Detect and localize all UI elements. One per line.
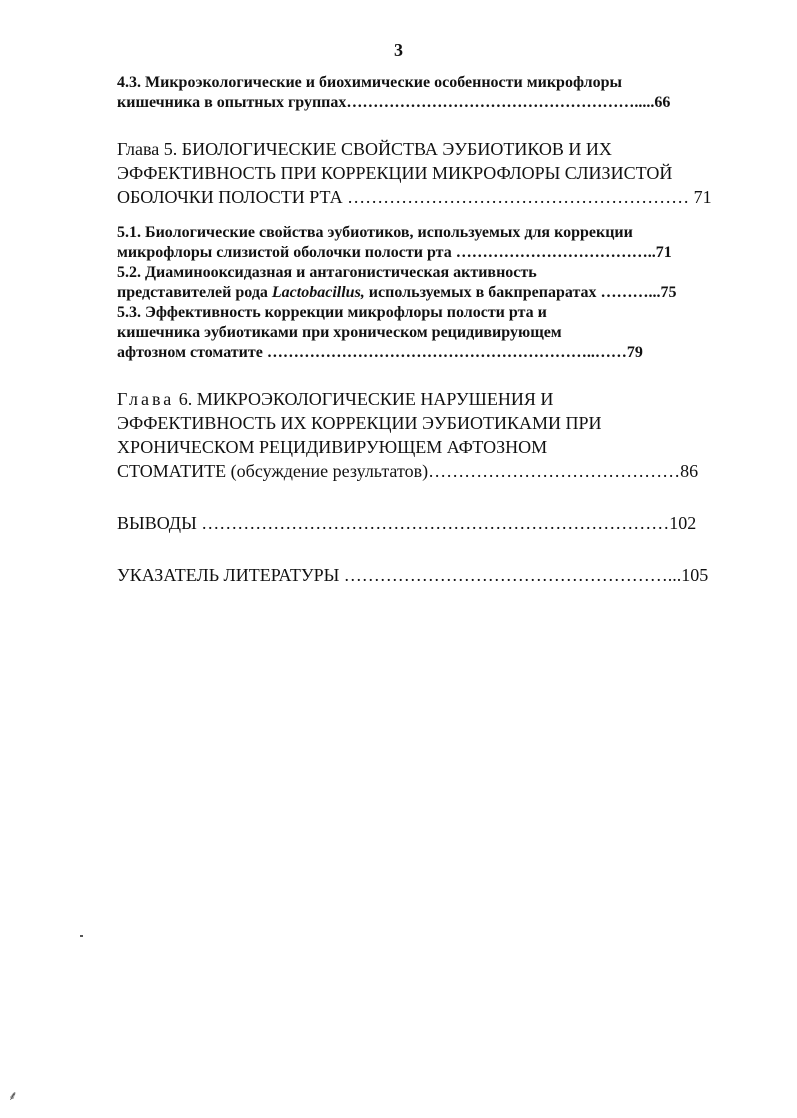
toc-entry-5-2-line-1: 5.2. Диаминооксидазная и антагонистическая активность	[117, 264, 537, 281]
toc-entry-5-1-line-2: микрофлоры слизистой оболочки полости рта ………………………………..71	[117, 244, 672, 261]
toc-entry-5-3-line-1: 5.3. Эффективность коррекции микрофлоры полости рта и	[117, 304, 547, 321]
toc-entry-5-2-genus: Lactobacillus,	[271, 284, 365, 301]
toc-conclusions	[117, 511, 741, 535]
toc-entry-5-1	[117, 223, 741, 263]
toc-entry-4-3-line-1: 4.3. Микроэкологические и биохимические особенности микрофлоры	[117, 74, 622, 91]
toc-entry-5-3-line-3: афтозном стоматите ……………………………………………………..……79	[117, 344, 643, 361]
toc-conclusions-line: ВЫВОДЫ ……………………………………………………………………102	[117, 513, 697, 533]
toc-entry-5-2-suffix: используемых в бакпрепаратах ………...75	[364, 284, 677, 301]
toc-entry-4-3-line-2: кишечника в опытных группах……………………………………………….....66	[117, 94, 671, 111]
toc-entry-5-3	[117, 303, 741, 363]
scan-speck	[80, 935, 83, 937]
toc-references	[117, 563, 741, 587]
toc-chapter-6	[117, 387, 741, 483]
page-number: 3	[394, 40, 403, 60]
toc-chapter-5-line-1: Глава 5. БИОЛОГИЧЕСКИЕ СВОЙСТВА ЭУБИОТИКОВ И ИХ	[117, 139, 612, 159]
toc-chapter-6-label: Глава	[117, 389, 175, 409]
toc-chapter-6-title-start: 6. МИКРОЭКОЛОГИЧЕСКИЕ НАРУШЕНИЯ И	[174, 389, 554, 409]
toc-references-line: УКАЗАТЕЛЬ ЛИТЕРАТУРЫ ………………………………………………...105	[117, 565, 709, 585]
toc-entry-4-3	[117, 73, 741, 113]
scan-corner-mark-icon: ⸙	[8, 1088, 18, 1103]
table-of-contents	[117, 73, 741, 587]
toc-entry-5-2-prefix: представителей рода	[117, 284, 272, 301]
toc-chapter-6-line-2: ЭФФЕКТИВНОСТЬ ИХ КОРРЕКЦИИ ЭУБИОТИКАМИ ПРИ	[117, 413, 602, 433]
toc-entry-5-3-line-2: кишечника эубиотиками при хроническом рецидивирующем	[117, 324, 562, 341]
toc-chapter-5-line-3: ОБОЛОЧКИ ПОЛОСТИ РТА ………………………………………………… 71	[117, 187, 712, 207]
toc-chapter-6-line-3: ХРОНИЧЕСКОМ РЕЦИДИВИРУЮЩЕМ АФТОЗНОМ	[117, 437, 548, 457]
toc-entry-5-2-line-2	[117, 283, 741, 303]
toc-entry-5-1-line-1: 5.1. Биологические свойства эубиотиков, используемых для коррекции	[117, 224, 633, 241]
toc-chapter-6-line-1	[117, 387, 741, 411]
toc-chapter-5-line-2: ЭФФЕКТИВНОСТЬ ПРИ КОРРЕКЦИИ МИКРОФЛОРЫ СЛИЗИСТОЙ	[117, 163, 673, 183]
toc-chapter-6-line-4: СТОМАТИТЕ (обсуждение результатов)……………………………………86	[117, 461, 699, 481]
toc-chapter-5	[117, 137, 741, 209]
toc-entry-5-2	[117, 263, 741, 303]
